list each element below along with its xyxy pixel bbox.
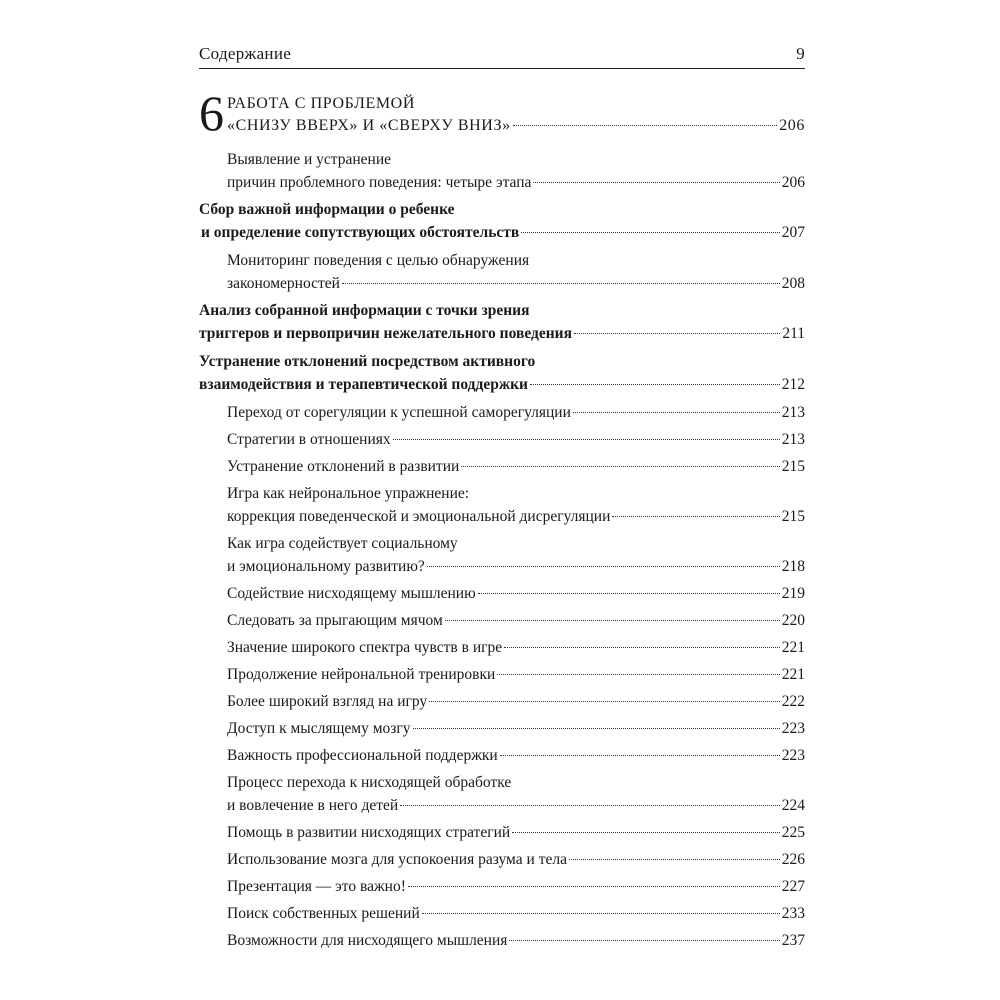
dot-leader: [512, 832, 780, 833]
toc-entry-title: Выявление и устранение: [227, 151, 391, 168]
toc-section-title: Анализ собранной информации с точки зрения: [199, 302, 530, 319]
running-head: [199, 44, 805, 69]
dot-leader: [422, 913, 780, 914]
toc-entry-page: 237: [781, 932, 805, 949]
toc-entry-page: 223: [781, 720, 805, 737]
toc-section-title: Устранение отклонений посредством активного: [199, 353, 536, 370]
toc-section-title-cont: взаимодействия и терапевтической поддержки: [199, 376, 528, 393]
toc-entry-page: 213: [781, 404, 805, 421]
toc-section-page: 212: [781, 376, 805, 393]
toc-entry[interactable]: [199, 929, 805, 952]
toc-page: [199, 0, 805, 1000]
chapter-title-line2: «СНИЗУ ВВЕРХ» И «СВЕРХУ ВНИЗ»: [227, 117, 511, 134]
dot-leader: [612, 516, 779, 517]
chapter-page: 206: [779, 117, 805, 134]
toc-entry-page: 227: [781, 878, 805, 895]
dot-leader: [504, 647, 780, 648]
chapter-heading[interactable]: [199, 85, 805, 141]
toc-section-page: 207: [781, 224, 805, 241]
toc-entry-title: Мониторинг поведения с целью обнаружения: [227, 252, 530, 269]
toc-entry-title: Переход от сорегуляции к успешной саморегуляции: [227, 404, 571, 421]
toc-entry-title-cont: коррекция поведенческой и эмоциональной дисрегуляции: [227, 508, 611, 525]
toc-entry[interactable]: [199, 875, 805, 898]
toc-entry-title: Продолжение нейрональной тренировки: [227, 666, 496, 683]
dot-leader: [521, 232, 779, 233]
toc-entry-title: Процесс перехода к нисходящей обработке: [227, 774, 512, 791]
chapter-number: 6: [199, 85, 224, 141]
toc-entry-title: Содействие нисходящему мышлению: [227, 585, 476, 602]
toc-entry-title-cont: причин проблемного поведения: четыре этапа: [227, 174, 532, 191]
dot-leader: [533, 182, 779, 183]
dot-leader: [497, 674, 779, 675]
toc-entry-title: Более широкий взгляд на игру: [227, 693, 428, 710]
dot-leader: [574, 333, 780, 334]
toc-entry-page: 215: [781, 458, 805, 475]
toc-entry-page: 213: [781, 431, 805, 448]
toc-section[interactable]: [199, 198, 805, 244]
toc-entry-title: Возможности для нисходящего мышления: [227, 932, 508, 949]
toc-entry[interactable]: [199, 717, 805, 740]
toc-entry[interactable]: [199, 690, 805, 713]
toc-entry-title: Поиск собственных решений: [227, 905, 420, 922]
toc-entry-page: 223: [781, 747, 805, 764]
toc-section-title: Сбор важной информации о ребенке: [199, 201, 455, 218]
dot-leader: [478, 593, 780, 594]
toc-entry[interactable]: [199, 902, 805, 925]
toc-entry-title-cont: и эмоциональному развитию?: [227, 558, 425, 575]
toc-entry-title: Помощь в развитии нисходящих стратегий: [227, 824, 511, 841]
toc-entry[interactable]: [199, 663, 805, 686]
dot-leader: [573, 412, 780, 413]
dot-leader: [569, 859, 780, 860]
toc-entries: [199, 148, 805, 956]
dot-leader: [413, 728, 780, 729]
dot-leader: [509, 940, 779, 941]
toc-entry[interactable]: [199, 609, 805, 632]
chapter-title-line1: РАБОТА С ПРОБЛЕМОЙ: [227, 95, 415, 112]
page-number: 9: [796, 44, 805, 63]
toc-entry-page: 208: [781, 275, 805, 292]
dot-leader: [461, 466, 779, 467]
toc-entry-title: Игра как нейрональное упражнение:: [227, 485, 470, 502]
toc-entry-title: Использование мозга для успокоения разума и тела: [227, 851, 567, 868]
toc-entry-page: 224: [781, 797, 805, 814]
toc-entry[interactable]: [199, 455, 805, 478]
toc-entry-title-cont: закономерностей: [227, 275, 340, 292]
dot-leader: [408, 886, 780, 887]
dot-leader: [393, 439, 780, 440]
toc-section-page: 211: [782, 325, 805, 342]
toc-entry[interactable]: [199, 532, 805, 578]
toc-entry-title: Значение широкого спектра чувств в игре: [227, 639, 503, 656]
toc-section-title-cont: триггеров и первопричин нежелательного поведения: [199, 325, 572, 342]
toc-entry-page: 225: [781, 824, 805, 841]
toc-entry-page: 221: [781, 666, 805, 683]
toc-entry-page: 206: [781, 174, 805, 191]
toc-entry-title-cont: и вовлечение в него детей: [227, 797, 399, 814]
toc-entry-page: 222: [781, 693, 805, 710]
toc-section-title-cont: и определение сопутствующих обстоятельств: [201, 224, 520, 241]
dot-leader: [530, 384, 780, 385]
toc-entry[interactable]: [199, 848, 805, 871]
dot-leader: [400, 805, 780, 806]
dot-leader: [500, 755, 780, 756]
toc-entry[interactable]: [199, 744, 805, 767]
toc-entry-title: Доступ к мыслящему мозгу: [227, 720, 411, 737]
toc-entry[interactable]: [199, 821, 805, 844]
toc-entry[interactable]: [199, 636, 805, 659]
toc-section[interactable]: [199, 299, 805, 345]
toc-entry[interactable]: [199, 482, 805, 528]
toc-entry[interactable]: [199, 401, 805, 424]
toc-entry-page: 233: [781, 905, 805, 922]
toc-entry-title: Презентация — это важно!: [227, 878, 406, 895]
toc-entry[interactable]: [199, 148, 805, 194]
toc-entry-page: 218: [781, 558, 805, 575]
toc-entry-title: Стратегии в отношениях: [227, 431, 391, 448]
toc-entry[interactable]: [199, 582, 805, 605]
dot-leader: [429, 701, 780, 702]
dot-leader: [513, 125, 778, 126]
toc-entry-title: Следовать за прыгающим мячом: [227, 612, 443, 629]
toc-entry-title: Важность профессиональной поддержки: [227, 747, 498, 764]
toc-entry[interactable]: [199, 249, 805, 295]
toc-entry-title: Как игра содействует социальному: [227, 535, 458, 552]
toc-section[interactable]: [199, 350, 805, 396]
toc-entry-page: 226: [781, 851, 805, 868]
toc-entry-page: 221: [781, 639, 805, 656]
toc-entry-page: 220: [781, 612, 805, 629]
dot-leader: [342, 283, 780, 284]
toc-entry-page: 219: [781, 585, 805, 602]
toc-entry-title: Устранение отклонений в развитии: [227, 458, 460, 475]
running-head-title: Содержание: [199, 44, 292, 63]
dot-leader: [445, 620, 780, 621]
dot-leader: [427, 566, 780, 567]
toc-entry-page: 215: [781, 508, 805, 525]
toc-entry[interactable]: [199, 428, 805, 451]
toc-entry[interactable]: [199, 771, 805, 817]
